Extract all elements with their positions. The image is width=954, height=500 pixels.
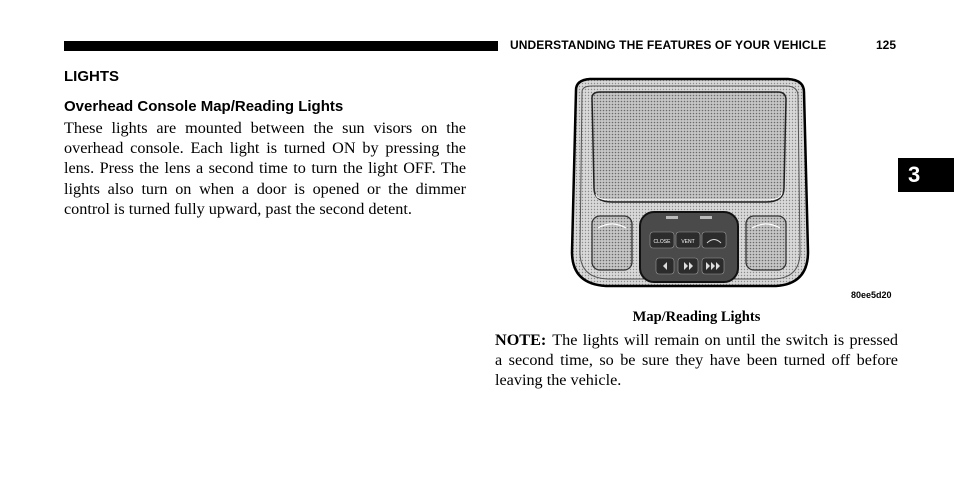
note-text: The lights will remain on until the switch is pressed a second time, so be sure they have been turned off before leaving the vehicle. [495, 331, 898, 390]
subsection-heading: Overhead Console Map/Reading Lights [64, 98, 344, 115]
note-label: NOTE: [495, 331, 547, 349]
close-button-label: CLOSE [653, 239, 671, 245]
note-paragraph [495, 330, 898, 391]
body-paragraph: These lights are mounted between the sun visors on the overhead console. Each light is turned ON by pressing the lens. Press the lens a second time to turn the light OFF. The lights also turn on when a door is opened or the dimmer control is turned fully upward, past the second detent. [64, 119, 466, 218]
header-title: UNDERSTANDING THE FEATURES OF YOUR VEHICLE [510, 38, 827, 52]
figure-code: 80ee5d20 [851, 290, 892, 300]
section-heading: LIGHTS [64, 68, 119, 85]
vent-button-label: VENT [681, 239, 695, 245]
chapter-tab: 3 [898, 158, 954, 192]
page-number: 125 [876, 38, 897, 52]
storage-bin-lid [592, 92, 786, 202]
overhead-console-illustration [566, 76, 812, 292]
figure-caption: Map/Reading Lights [632, 309, 761, 325]
header-rule [64, 41, 498, 51]
